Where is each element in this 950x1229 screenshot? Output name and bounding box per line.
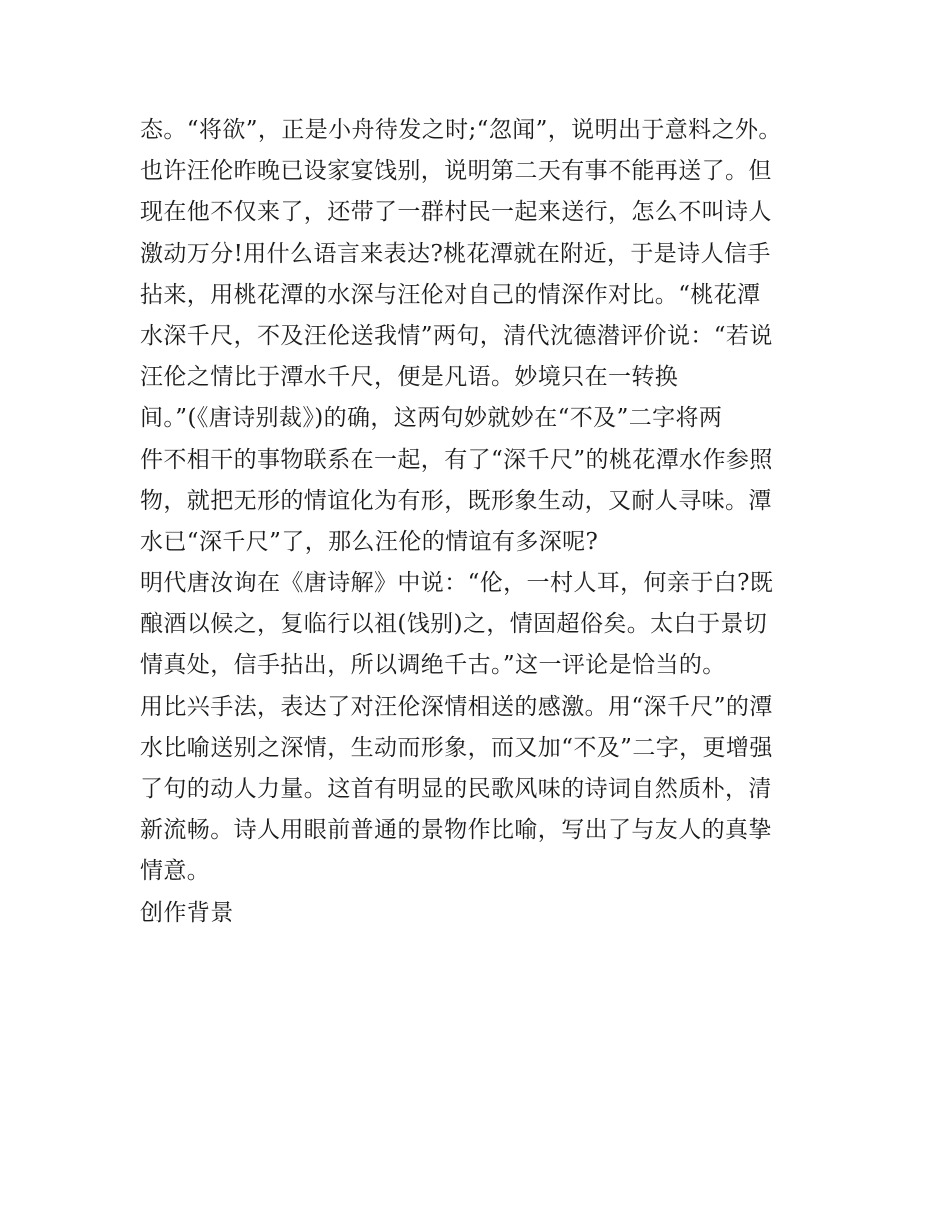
section-heading: 创作背景 (140, 899, 234, 926)
text-line: 间。”(《唐诗别裁》)的确，这两句妙就妙在“不及”二字将两 (140, 405, 723, 432)
text-line: 汪伦之情比于潭水千尺，便是凡语。妙境只在一转换 (140, 364, 679, 391)
text-line: 水已“深千尺”了，那么汪伦的情谊有多深呢? (140, 528, 599, 555)
text-line: 了句的动人力量。这首有明显的民歌风味的诗词自然质朴，清 (140, 776, 772, 802)
text-line: 水深千尺，不及汪伦送我情”两句，清代沈德潜评价说：“若说 (140, 322, 773, 349)
body-text (140, 110, 820, 934)
text-line: 物，就把无形的情谊化为有形，既形象生动，又耐人寻味。潭 (140, 487, 772, 514)
text-line: 情意。 (140, 858, 211, 885)
text-line: 明代唐汝询在《唐诗解》中说：“伦，一村人耳，何亲于白?既 (140, 570, 774, 597)
text-line: 现在他不仅来了，还带了一群村民一起来送行，怎么不叫诗人 (140, 199, 772, 226)
text-line: 也许汪伦昨晚已设家宴饯别，说明第二天有事不能再送了。但 (140, 158, 772, 185)
text-line: 酿酒以候之，复临行以祖(饯别)之，情固超俗矣。太白于景切 (140, 611, 768, 638)
text-line: 件不相干的事物联系在一起，有了“深千尺”的桃花潭水作参照 (140, 446, 773, 473)
text-line: 情真处，信手拈出，所以调绝千古。”这一评论是恰当的。 (140, 652, 726, 679)
text-line: 激动万分!用什么语言来表达?桃花潭就在附近，于是诗人信手 (140, 240, 771, 267)
text-line: 态。“将欲”，正是小舟待发之时;“忽闻”，说明出于意料之外。 (140, 117, 782, 143)
text-line: 拈来，用桃花潭的水深与汪伦对自己的情深作对比。“桃花潭 (140, 281, 761, 308)
text-line: 水比喻送别之深情，生动而形象，而又加“不及”二字，更增强 (140, 734, 773, 761)
text-line: 用比兴手法，表达了对汪伦深情相送的感激。用“深千尺”的潭 (140, 693, 773, 720)
text-line: 新流畅。诗人用眼前普通的景物作比喻，写出了与友人的真挚 (140, 817, 772, 844)
